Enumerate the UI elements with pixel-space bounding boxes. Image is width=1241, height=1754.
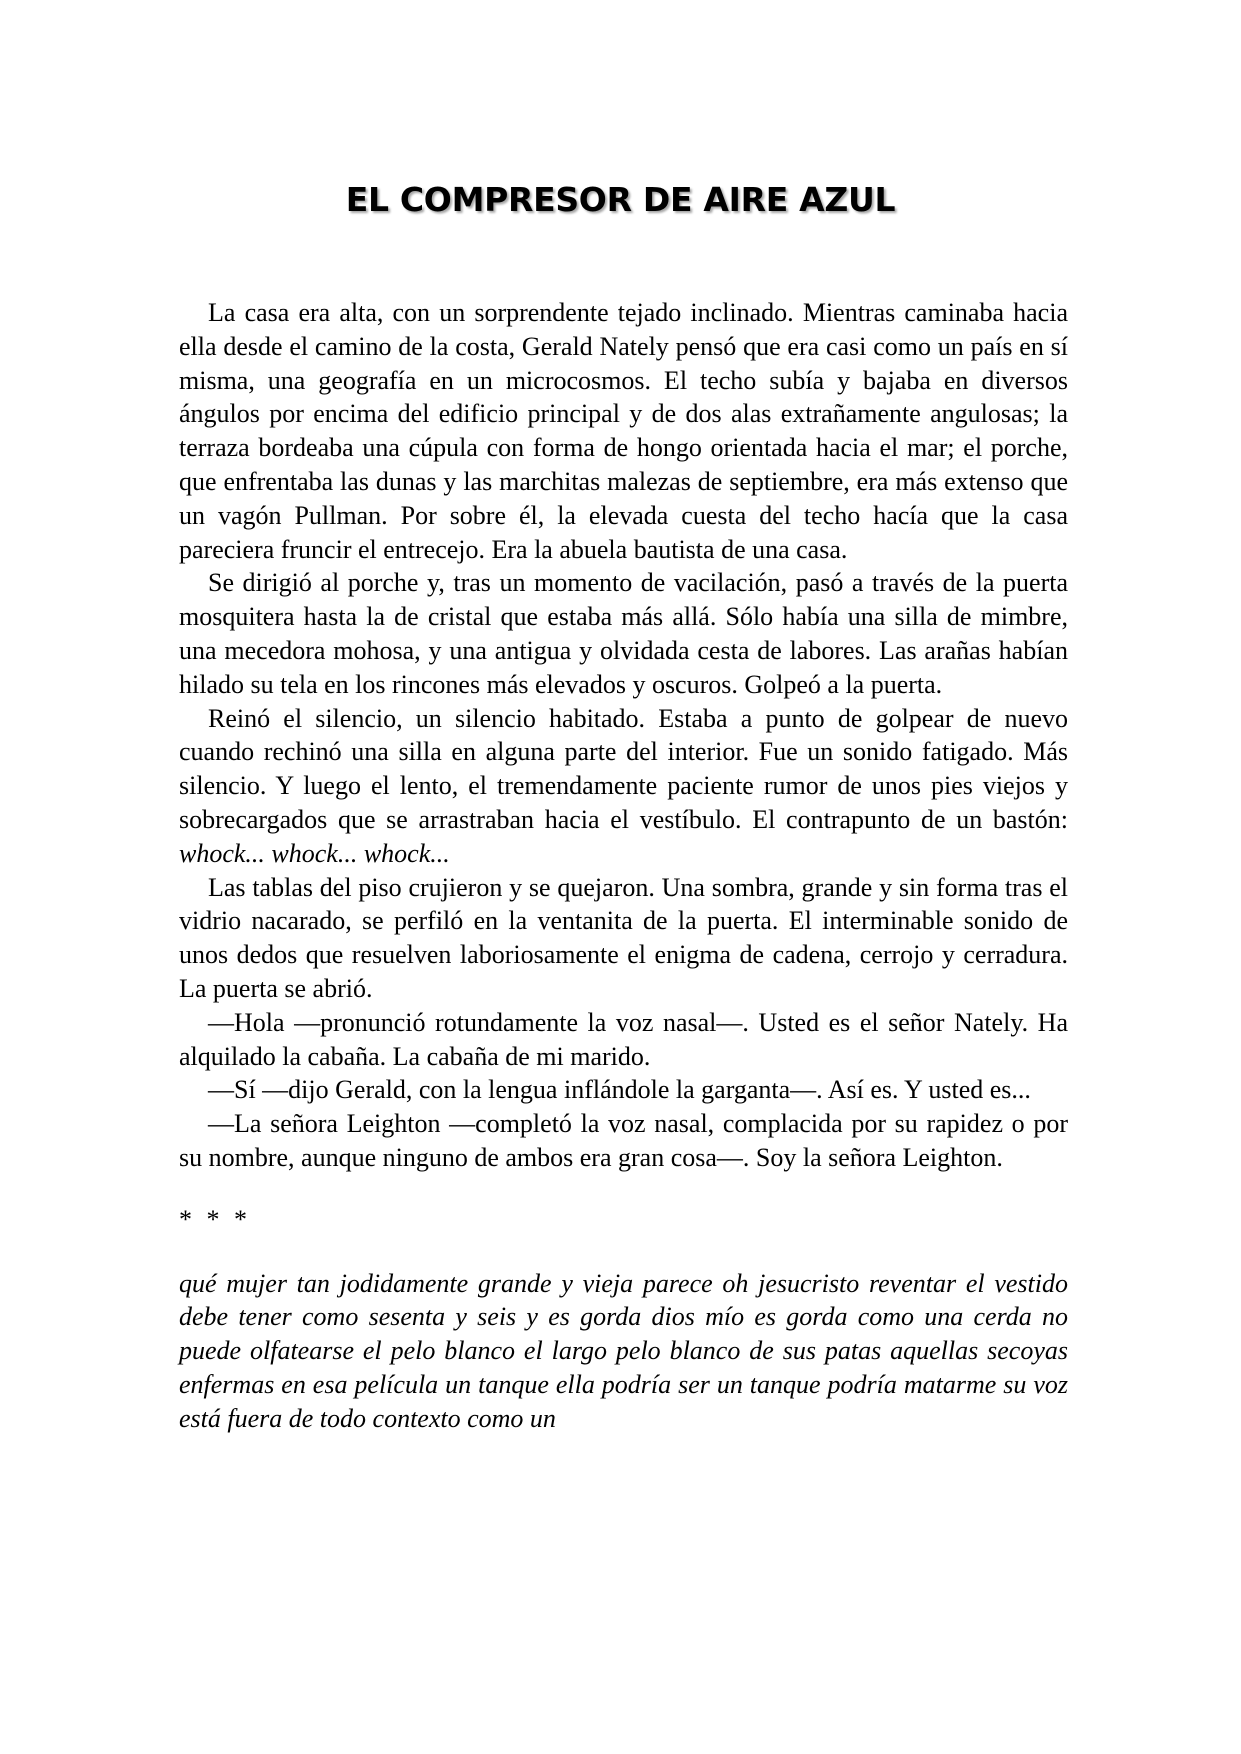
paragraph	[179, 702, 1068, 871]
paragraph: —Hola —pronunció rotundamente la voz nasal—. Usted es el señor Nately. Ha alquilado la cabaña. La cabaña de mi marido.	[179, 1007, 1068, 1071]
paragraph-text: Reinó el silencio, un silencio habitado. Estaba a punto de golpear de nuevo cuando rechinó una silla en alguna parte del interior. Fue un sonido fatigado. Más silencio. Y luego el lento, el tremendamente paciente rumor de unos pies viejos y sobrecargados que se arrastraban hacia el vestíbulo. El contrapunto de un bastón:	[179, 703, 1068, 834]
paragraph: La casa era alta, con un sorprendente tejado inclinado. Mientras caminaba hacia ella desde el camino de la costa, Gerald Nately pensó que era casi como un país en sí misma, una geografía en un microcosmos. El techo subía y bajaba en diversos ángulos por encima del edificio principal y de dos alas extrañamente angulosas; la terraza bordeaba una cúpula con forma de hongo orientada hacia el mar; el porche, que enfrentaba las dunas y las marchitas malezas de septiembre, era más extenso que un vagón Pullman. Por sobre él, la elevada cuesta del techo hacía que la casa pareciera fruncir el entrecejo. Era la abuela bautista de una casa.	[179, 298, 1068, 564]
story-body	[179, 296, 1068, 1436]
paragraph: —Sí —dijo Gerald, con la lengua inflándole la garganta—. Así es. Y usted es...	[208, 1075, 1031, 1105]
paragraph: Las tablas del piso crujieron y se quejaron. Una sombra, grande y sin forma tras el vidrio nacarado, se perfiló en la ventanita de la puerta. El interminable sonido de unos dedos que resuelven laboriosamente el enigma de cadena, cerrojo y cerradura. La puerta se abrió.	[179, 872, 1068, 1003]
paragraph: Se dirigió al porche y, tras un momento de vacilación, pasó a través de la puerta mosquitera hasta la de cristal que estaba más allá. Sólo había una silla de mimbre, una mecedora mohosa, y una antigua y olvidada cesta de labores. Las arañas habían hilado su tela en los rincones más elevados y oscuros. Golpeó a la puerta.	[179, 568, 1068, 699]
onomatopoeia: whock... whock... whock...	[179, 838, 450, 868]
chapter-title: EL COMPRESOR DE AIRE AZUL	[345, 180, 896, 219]
paragraph: —La señora Leighton —completó la voz nasal, complacida por su rapidez o por su nombre, aunque ninguno de ambos era gran cosa—. Soy la señora Leighton.	[179, 1109, 1068, 1172]
italic-passage: qué mujer tan jodidamente grande y vieja parece oh jesucristo reventar el vestido debe tener como sesenta y seis y es gorda dios mío es gorda como una cerda no puede olfatearse el pelo blanco el largo pelo blanco de sus patas aquellas secoyas enfermas en esa película un tanque ella podría ser un tanque podría matarme su voz está fuera de todo contexto como un	[179, 1268, 1068, 1433]
section-separator: * * *	[179, 1204, 251, 1234]
